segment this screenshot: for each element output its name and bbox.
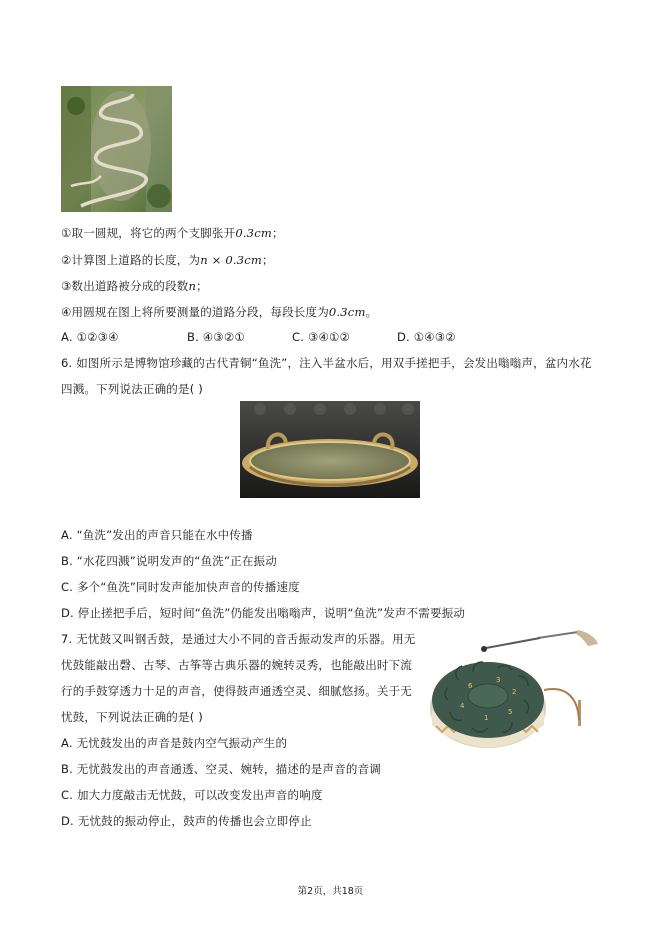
- q7-option-a: A. 无忧鼓发出的声音是鼓内空气振动产生的: [61, 736, 288, 750]
- q6-option-a: A. “鱼洗”发出的声音只能在水中传播: [61, 528, 253, 542]
- q7-option-b: B. 无忧鼓发出的声音通透、空灵、婉转，描述的是声音的音调: [61, 762, 381, 776]
- bronze-basin-image: [240, 401, 420, 498]
- q6-option-c: C. 多个“鱼洗”同时发声能加快声音的传播速度: [61, 580, 300, 594]
- q7-option-d: D. 无忧鼓的振动停止，鼓声的传播也会立即停止: [61, 814, 312, 828]
- step-3: ③数出道路被分成的段数n；: [61, 279, 208, 293]
- step-2: ②计算图上道路的长度，为n × 0.3cm；: [61, 253, 274, 267]
- step-4: ④用圆规在图上将所要测量的道路分段，每段长度为0.3cm。: [61, 305, 378, 319]
- step-1: ①取一圆规，将它的两个支脚张开0.3cm；: [61, 226, 284, 240]
- q5-option-d: D. ①④③②: [397, 330, 456, 344]
- q6-option-b: B. “水花四溅”说明发声的“鱼洗”正在振动: [61, 554, 277, 568]
- svg-text:2: 2: [512, 688, 517, 696]
- q5-option-a: A. ①②③④: [61, 330, 119, 344]
- svg-text:3: 3: [496, 676, 501, 684]
- mountain-road-image: [61, 86, 172, 212]
- svg-text:5: 5: [508, 708, 513, 716]
- svg-text:4: 4: [460, 702, 465, 710]
- svg-text:1: 1: [484, 714, 489, 722]
- q5-option-c: C. ③④①②: [292, 330, 350, 344]
- q6-option-d: D. 停止搓把手后，短时间“鱼洗”仍能发出嗡嗡声，说明“鱼洗”发声不需要振动: [61, 606, 466, 620]
- q7-option-c: C. 加大力度敲击无忧鼓，可以改变发出声音的响度: [61, 788, 323, 802]
- page-footer: 第2页，共18页: [297, 886, 364, 897]
- q6-stem-line2: 四溅。下列说法正确的是( ): [61, 382, 203, 396]
- steel-tongue-drum-image: [428, 630, 600, 765]
- q5-option-b: B. ④③②①: [187, 330, 245, 344]
- q7-stem-line4: 忧鼓，下列说法正确的是( ): [61, 710, 203, 724]
- q7-stem-line1: 7. 无忧鼓又叫钢舌鼓，是通过大小不同的音舌振动发声的乐器。用无: [61, 632, 416, 646]
- q6-stem-line1: 6. 如图所示是博物馆珍藏的古代青铜“鱼洗”，注入半盆水后，用双手搓把手，会发出嗡嗡声，盆内水花: [61, 356, 592, 370]
- q7-stem-line3: 行的手鼓穿透力十足的声音，使得鼓声通透空灵、细腻悠扬。关于无: [61, 684, 412, 698]
- q7-stem-line2: 忧鼓能敲出磬、古琴、古筝等古典乐器的婉转灵秀，也能敲出时下流: [61, 658, 412, 672]
- svg-text:6: 6: [468, 682, 473, 690]
